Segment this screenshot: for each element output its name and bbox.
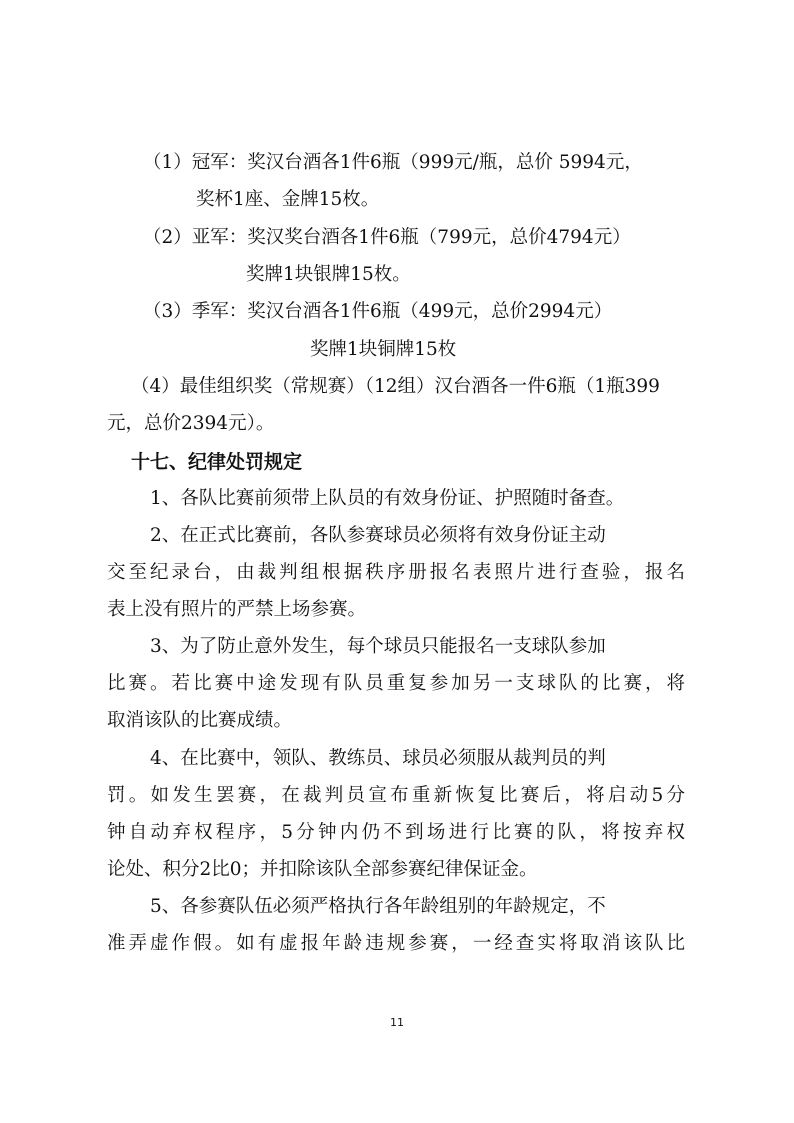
- rule-2-line2: 交至纪录台，由裁判组根据秩序册报名表照片进行查验，报名: [107, 562, 685, 583]
- rule-3-line2: 比赛。若比赛中途发现有队员重复参加另一支球队的比赛，将: [107, 673, 685, 694]
- rule-4-line1: 4、在比赛中，领队、教练员、球员必须服从裁判员的判: [150, 748, 606, 769]
- award-runner-up-line1: （2）亚军：奖汉奖台酒各1件6瓶（799元，总价4794元）: [143, 227, 631, 248]
- award-champion-line1: （1）冠军：奖汉台酒各1件6瓶（999元/瓶，总价 5994元，: [143, 152, 643, 173]
- rule-3-line3: 取消该队的比赛成绩。: [107, 710, 293, 731]
- award-runner-up-line2: 奖牌1块银牌15枚。: [246, 264, 411, 285]
- rule-4-line3: 钟自动弃权程序，5分钟内仍不到场进行比赛的队，将按弃权: [107, 822, 685, 843]
- rule-2-line1: 2、在正式比赛前，各队参赛球员必须将有效身份证主动: [150, 525, 606, 546]
- rule-4-line2: 罚。如发生罢赛，在裁判员宣布重新恢复比赛后，将启动5分: [107, 785, 685, 806]
- page-number: 11: [390, 1016, 404, 1029]
- rule-5-line2: 准弄虚作假。如有虚报年龄违规参赛，一经查实将取消该队比: [107, 933, 685, 954]
- award-third-line2: 奖牌1块铜牌15枚: [310, 339, 457, 360]
- award-organization-line2: 元，总价2394元）。: [107, 413, 275, 434]
- rule-1-line1: 1、各队比赛前须带上队员的有效身份证、护照随时备查。: [150, 488, 625, 509]
- award-organization-line1: （4）最佳组织奖（常规赛）（12组）汉台酒各一件6瓶（1瓶399: [131, 376, 660, 397]
- rule-3-line1: 3、为了防止意外发生，每个球员只能报名一支球队参加: [150, 636, 606, 657]
- rule-2-line3: 表上没有照片的严禁上场参赛。: [107, 599, 367, 620]
- award-champion-line2: 奖杯1座、金牌15枚。: [196, 189, 380, 210]
- award-third-line1: （3）季军：奖汉台酒各1件6瓶（499元，总价2994元）: [143, 301, 613, 322]
- rule-5-line1: 5、各参赛队伍必须严格执行各年龄组别的年龄规定，不: [150, 896, 606, 917]
- section-heading: 十七、纪律处罚规定: [131, 451, 303, 473]
- rule-4-line4: 论处、积分2比0；并扣除该队全部参赛纪律保证金。: [107, 859, 538, 880]
